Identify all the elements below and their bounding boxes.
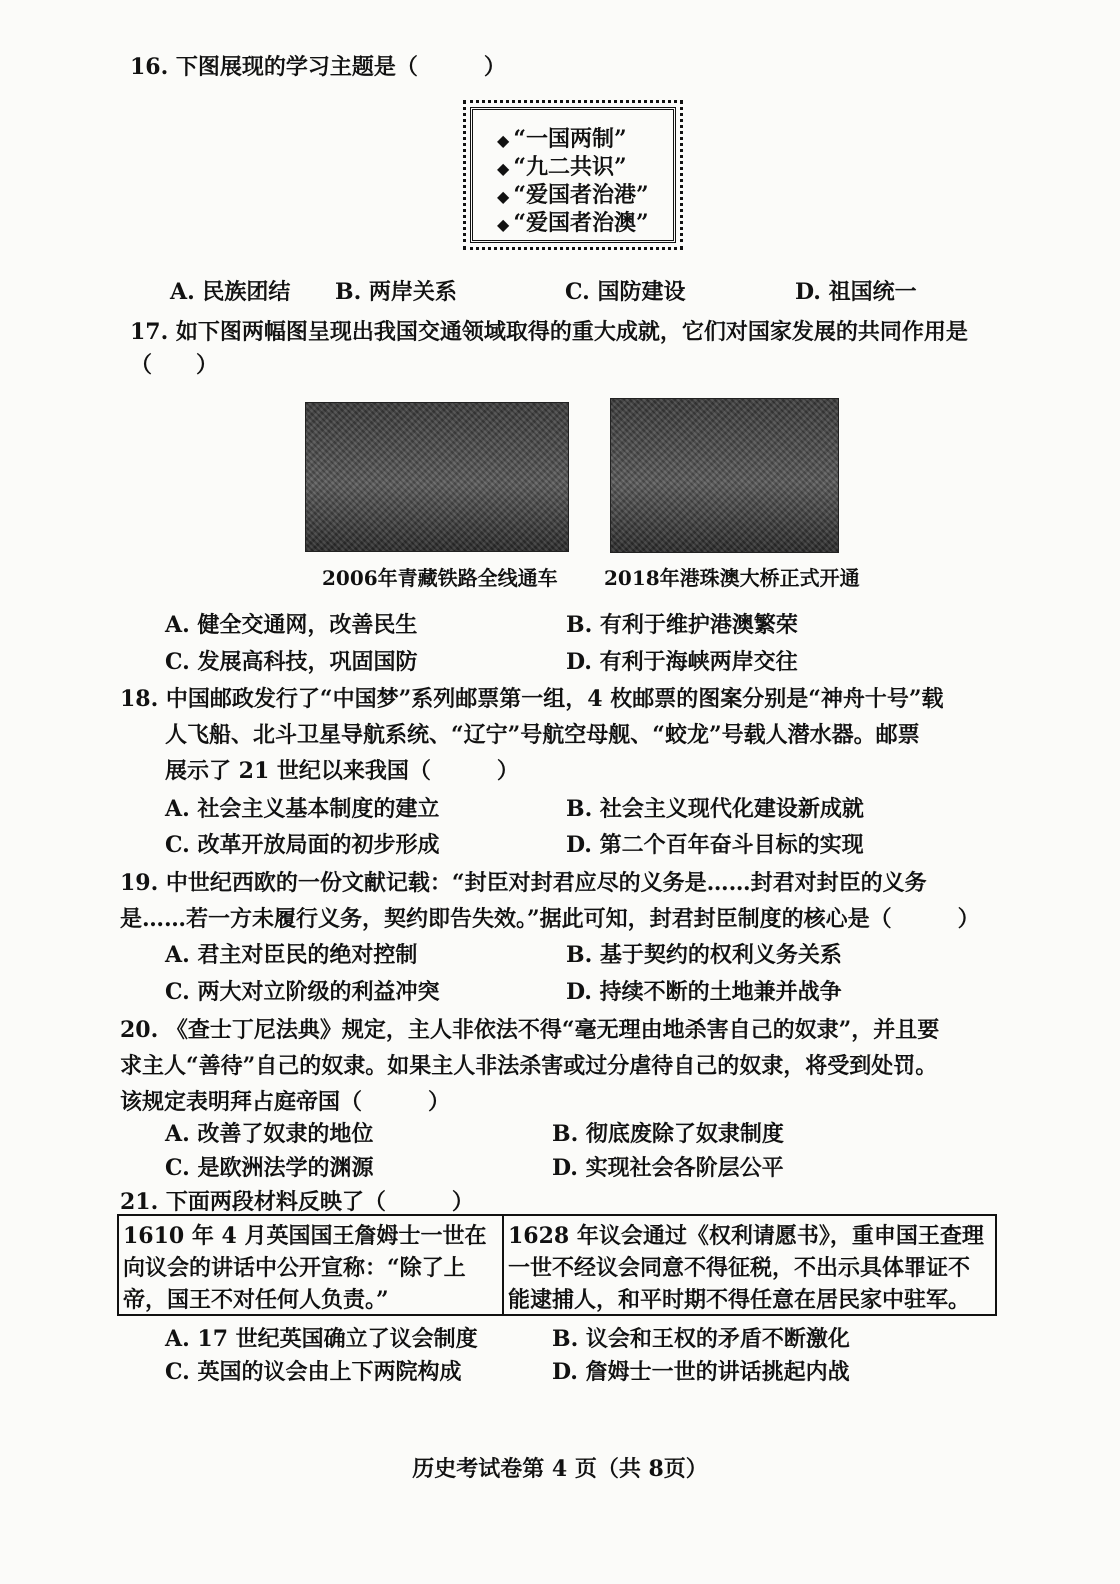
q21-option-c: C. 英国的议会由上下两院构成 xyxy=(165,1359,462,1385)
diamond-bullet-icon: ◆ xyxy=(497,187,510,206)
question-18-stem-line3: 展示了 21 世纪以来我国（ ） xyxy=(165,758,519,784)
q18-option-a: A. 社会主义基本制度的建立 xyxy=(165,796,440,822)
q21-option-b: B. 议会和王权的矛盾不断激化 xyxy=(552,1326,850,1352)
question-18-stem-line2: 人飞船、北斗卫星导航系统、“辽宁”号航空母舰、“蛟龙”号载人潜水器。邮票 xyxy=(165,722,920,748)
q17-option-b: B. 有利于维护港澳繁荣 xyxy=(566,612,798,638)
q17-caption-left: 2006年青藏铁路全线通车 xyxy=(322,566,558,590)
question-19-stem-line1: 19. 中世纪西欧的一份文献记载：“封臣对封君应尽的义务是……封君对封臣的义务 xyxy=(120,870,927,896)
q18-option-d: D. 第二个百年奋斗目标的实现 xyxy=(566,832,864,858)
q21-material-right: 1628 年议会通过《权利请愿书》，重申国王查理一世不经议会同意不得征税，不出示具体罪证不能逮捕人，和平时期不得任意在居民家中驻军。 xyxy=(508,1223,984,1313)
question-20-stem-line2: 求主人“善待”自己的奴隶。如果主人非法杀害或过分虐待自己的奴隶，将受到处罚。 xyxy=(120,1053,938,1079)
q19-option-a: A. 君主对臣民的绝对控制 xyxy=(165,942,418,968)
q20-option-c: C. 是欧洲法学的渊源 xyxy=(165,1155,374,1181)
question-19-stem-line2: 是……若一方未履行义务，契约即告失效。”据此可知，封君封臣制度的核心是（ ） xyxy=(120,906,980,932)
diamond-bullet-icon: ◆ xyxy=(497,159,510,178)
q16-box-item: ◆ “爱国者治澳” xyxy=(497,210,649,236)
q18-option-c: C. 改革开放局面的初步形成 xyxy=(165,832,440,858)
question-16-stem: 16. 下图展现的学习主题是（ ） xyxy=(130,54,506,80)
question-21-stem: 21. 下面两段材料反映了（ ） xyxy=(120,1189,474,1215)
q21-material-table xyxy=(117,1214,997,1316)
hong-kong-zhuhai-macao-bridge-photo xyxy=(610,398,839,553)
question-20-stem-line3: 该规定表明拜占庭帝国（ ） xyxy=(120,1089,451,1115)
diamond-bullet-icon: ◆ xyxy=(497,215,510,234)
q19-option-b: B. 基于契约的权利义务关系 xyxy=(566,942,842,968)
q21-option-d: D. 詹姆士一世的讲话挑起内战 xyxy=(552,1359,850,1385)
q17-caption-right: 2018年港珠澳大桥正式开通 xyxy=(604,566,860,590)
q16-box-item: ◆ “九二共识” xyxy=(497,154,627,180)
diamond-bullet-icon: ◆ xyxy=(497,131,510,150)
q17-option-d: D. 有利于海峡两岸交往 xyxy=(566,649,798,675)
q16-option-a: A. 民族团结 xyxy=(170,279,291,305)
q20-option-d: D. 实现社会各阶层公平 xyxy=(552,1155,784,1181)
q16-option-c: C. 国防建设 xyxy=(565,279,686,305)
q16-option-d: D. 祖国统一 xyxy=(795,279,917,305)
question-18-stem-line1: 18. 中国邮政发行了“中国梦”系列邮票第一组，4 枚邮票的图案分别是“神舟十号”载 xyxy=(120,686,944,712)
q17-option-a: A. 健全交通网，改善民生 xyxy=(165,612,418,638)
q16-box-item: ◆ “一国两制” xyxy=(497,126,627,152)
q21-material-left: 1610 年 4 月英国国王詹姆士一世在向议会的讲话中公开宣称：“除了上帝，国王不对任何人负责。” xyxy=(119,1216,504,1314)
qinghai-tibet-railway-photo xyxy=(305,402,569,552)
q16-option-b: B. 两岸关系 xyxy=(335,279,457,305)
q16-framed-box-inner xyxy=(470,107,676,243)
question-17-stem-line2: （ ） xyxy=(130,352,219,378)
q16-framed-box xyxy=(463,100,683,250)
q16-box-item: ◆ “爱国者治港” xyxy=(497,182,649,208)
q19-option-c: C. 两大对立阶级的利益冲突 xyxy=(165,979,440,1005)
page-footer: 历史考试卷第 4 页（共 8页） xyxy=(412,1456,708,1482)
q19-option-d: D. 持续不断的土地兼并战争 xyxy=(566,979,842,1005)
q17-option-c: C. 发展高科技，巩固国防 xyxy=(165,649,418,675)
q21-option-a: A. 17 世纪英国确立了议会制度 xyxy=(165,1326,478,1352)
question-20-stem-line1: 20. 《查士丁尼法典》规定，主人非依法不得“毫无理由地杀害自己的奴隶”，并且要 xyxy=(120,1017,940,1043)
question-17-stem-line1: 17. 如下图两幅图呈现出我国交通领域取得的重大成就，它们对国家发展的共同作用是 xyxy=(130,319,968,345)
q18-option-b: B. 社会主义现代化建设新成就 xyxy=(566,796,864,822)
q20-option-a: A. 改善了奴隶的地位 xyxy=(165,1121,374,1147)
q20-option-b: B. 彻底废除了奴隶制度 xyxy=(552,1121,784,1147)
